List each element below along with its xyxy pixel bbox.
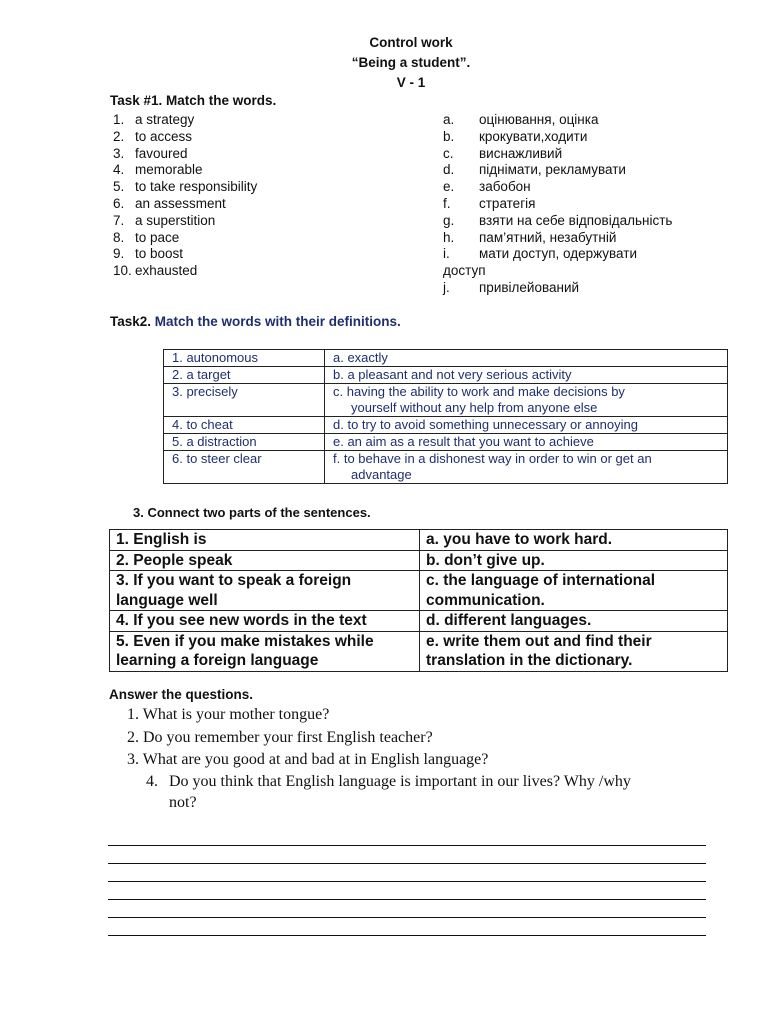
list-item: 1. a strategy (113, 112, 195, 127)
table-cell: 1. autonomous (164, 350, 325, 367)
answer-line[interactable] (108, 845, 706, 846)
table-row (164, 350, 728, 367)
table-cell: 2. People speak (110, 550, 420, 571)
list-item: c. виснажливий (443, 146, 563, 161)
table-cell: a. you have to work hard. (420, 530, 728, 551)
list-item: b. крокувати,ходити (443, 129, 588, 144)
question-item: 2. Do you remember your first English teacher? (127, 729, 433, 746)
table-cell: 5. Even if you make mistakes while learning a foreign language (110, 631, 420, 671)
table-row (110, 530, 728, 551)
task1-heading: Task #1. Match the words. (110, 93, 277, 108)
table-cell: e. write them out and find their translation in the dictionary. (420, 631, 728, 671)
variant-label: V - 1 (396, 75, 426, 90)
table-row (110, 571, 728, 611)
answer-line[interactable] (108, 899, 706, 900)
question-item: 3. What are you good at and bad at in English language? (127, 751, 489, 768)
list-item: f. стратегія (443, 196, 536, 211)
table-cell: 2. a target (164, 367, 325, 384)
definitions-table (163, 349, 728, 484)
list-item: 2. to access (113, 129, 193, 144)
table-row (164, 367, 728, 384)
table-cell: b. don’t give up. (420, 550, 728, 571)
answer-line[interactable] (108, 863, 706, 864)
table-cell: a. exactly (325, 350, 728, 367)
list-item: 3. favoured (113, 146, 188, 161)
question-item: 1. What is your mother tongue? (127, 706, 330, 723)
task2-instruction: Match the words with their definitions. (154, 314, 401, 329)
table-cell: d. different languages. (420, 611, 728, 632)
table-row (164, 417, 728, 434)
list-item: i. мати доступ, одержувати (443, 246, 637, 261)
task2-label: Task2. (110, 314, 155, 329)
list-item: 7. a superstition (113, 213, 216, 228)
table-row (164, 451, 728, 484)
table-row (110, 611, 728, 632)
table-cell: f. to behave in a dishonest way in order to win or get an advantage (325, 451, 728, 484)
page-subtitle: “Being a student”. (351, 55, 471, 70)
task2-heading (110, 314, 401, 329)
table-cell: 4. If you see new words in the text (110, 611, 420, 632)
table-cell: 1. English is (110, 530, 420, 551)
answer-line[interactable] (108, 935, 706, 936)
list-item: a. оцінювання, оцінка (443, 112, 599, 127)
answer-line[interactable] (108, 917, 706, 918)
list-item-continuation: доступ (443, 263, 486, 278)
table-cell: 3. If you want to speak a foreign language well (110, 571, 420, 611)
list-item: 9. to boost (113, 246, 184, 261)
sentences-table (109, 529, 728, 672)
table-cell: 5. a distraction (164, 434, 325, 451)
table-cell: e. an aim as a result that you want to achieve (325, 434, 728, 451)
table-cell: c. the language of international communication. (420, 571, 728, 611)
table-row (164, 434, 728, 451)
list-item: 10. exhausted (113, 263, 198, 278)
table-cell: 4. to cheat (164, 417, 325, 434)
table-cell: d. to try to avoid something unnecessary or annoying (325, 417, 728, 434)
list-item: e. забобон (443, 179, 531, 194)
list-item: h. пам’ятний, незабутній (443, 230, 617, 245)
table-cell: 3. precisely (164, 384, 325, 417)
list-item: j. привілейований (443, 280, 580, 295)
list-item: 4. memorable (113, 162, 203, 177)
table-cell: c. having the ability to work and make decisions by yourself without any help from anyone else (325, 384, 728, 417)
page-title: Control work (369, 35, 453, 50)
table-cell: b. a pleasant and not very serious activity (325, 367, 728, 384)
list-item: g. взяти на себе відповідальність (443, 213, 673, 228)
question-item: Do you think that English language is important in our lives? Why /why (169, 773, 631, 790)
table-cell: 6. to steer clear (164, 451, 325, 484)
table-row (110, 631, 728, 671)
question-item-continuation: not? (169, 794, 197, 811)
table-row (164, 384, 728, 417)
list-item: 5. to take responsibility (113, 179, 258, 194)
list-item: d. піднімати, рекламувати (443, 162, 626, 177)
task3-heading: 3. Connect two parts of the sentences. (133, 505, 371, 520)
table-row (110, 550, 728, 571)
list-item: 6. an assessment (113, 196, 226, 211)
answers-heading: Answer the questions. (109, 687, 254, 702)
question-number: 4. (146, 773, 158, 790)
answer-line[interactable] (108, 881, 706, 882)
list-item: 8. to pace (113, 230, 180, 245)
